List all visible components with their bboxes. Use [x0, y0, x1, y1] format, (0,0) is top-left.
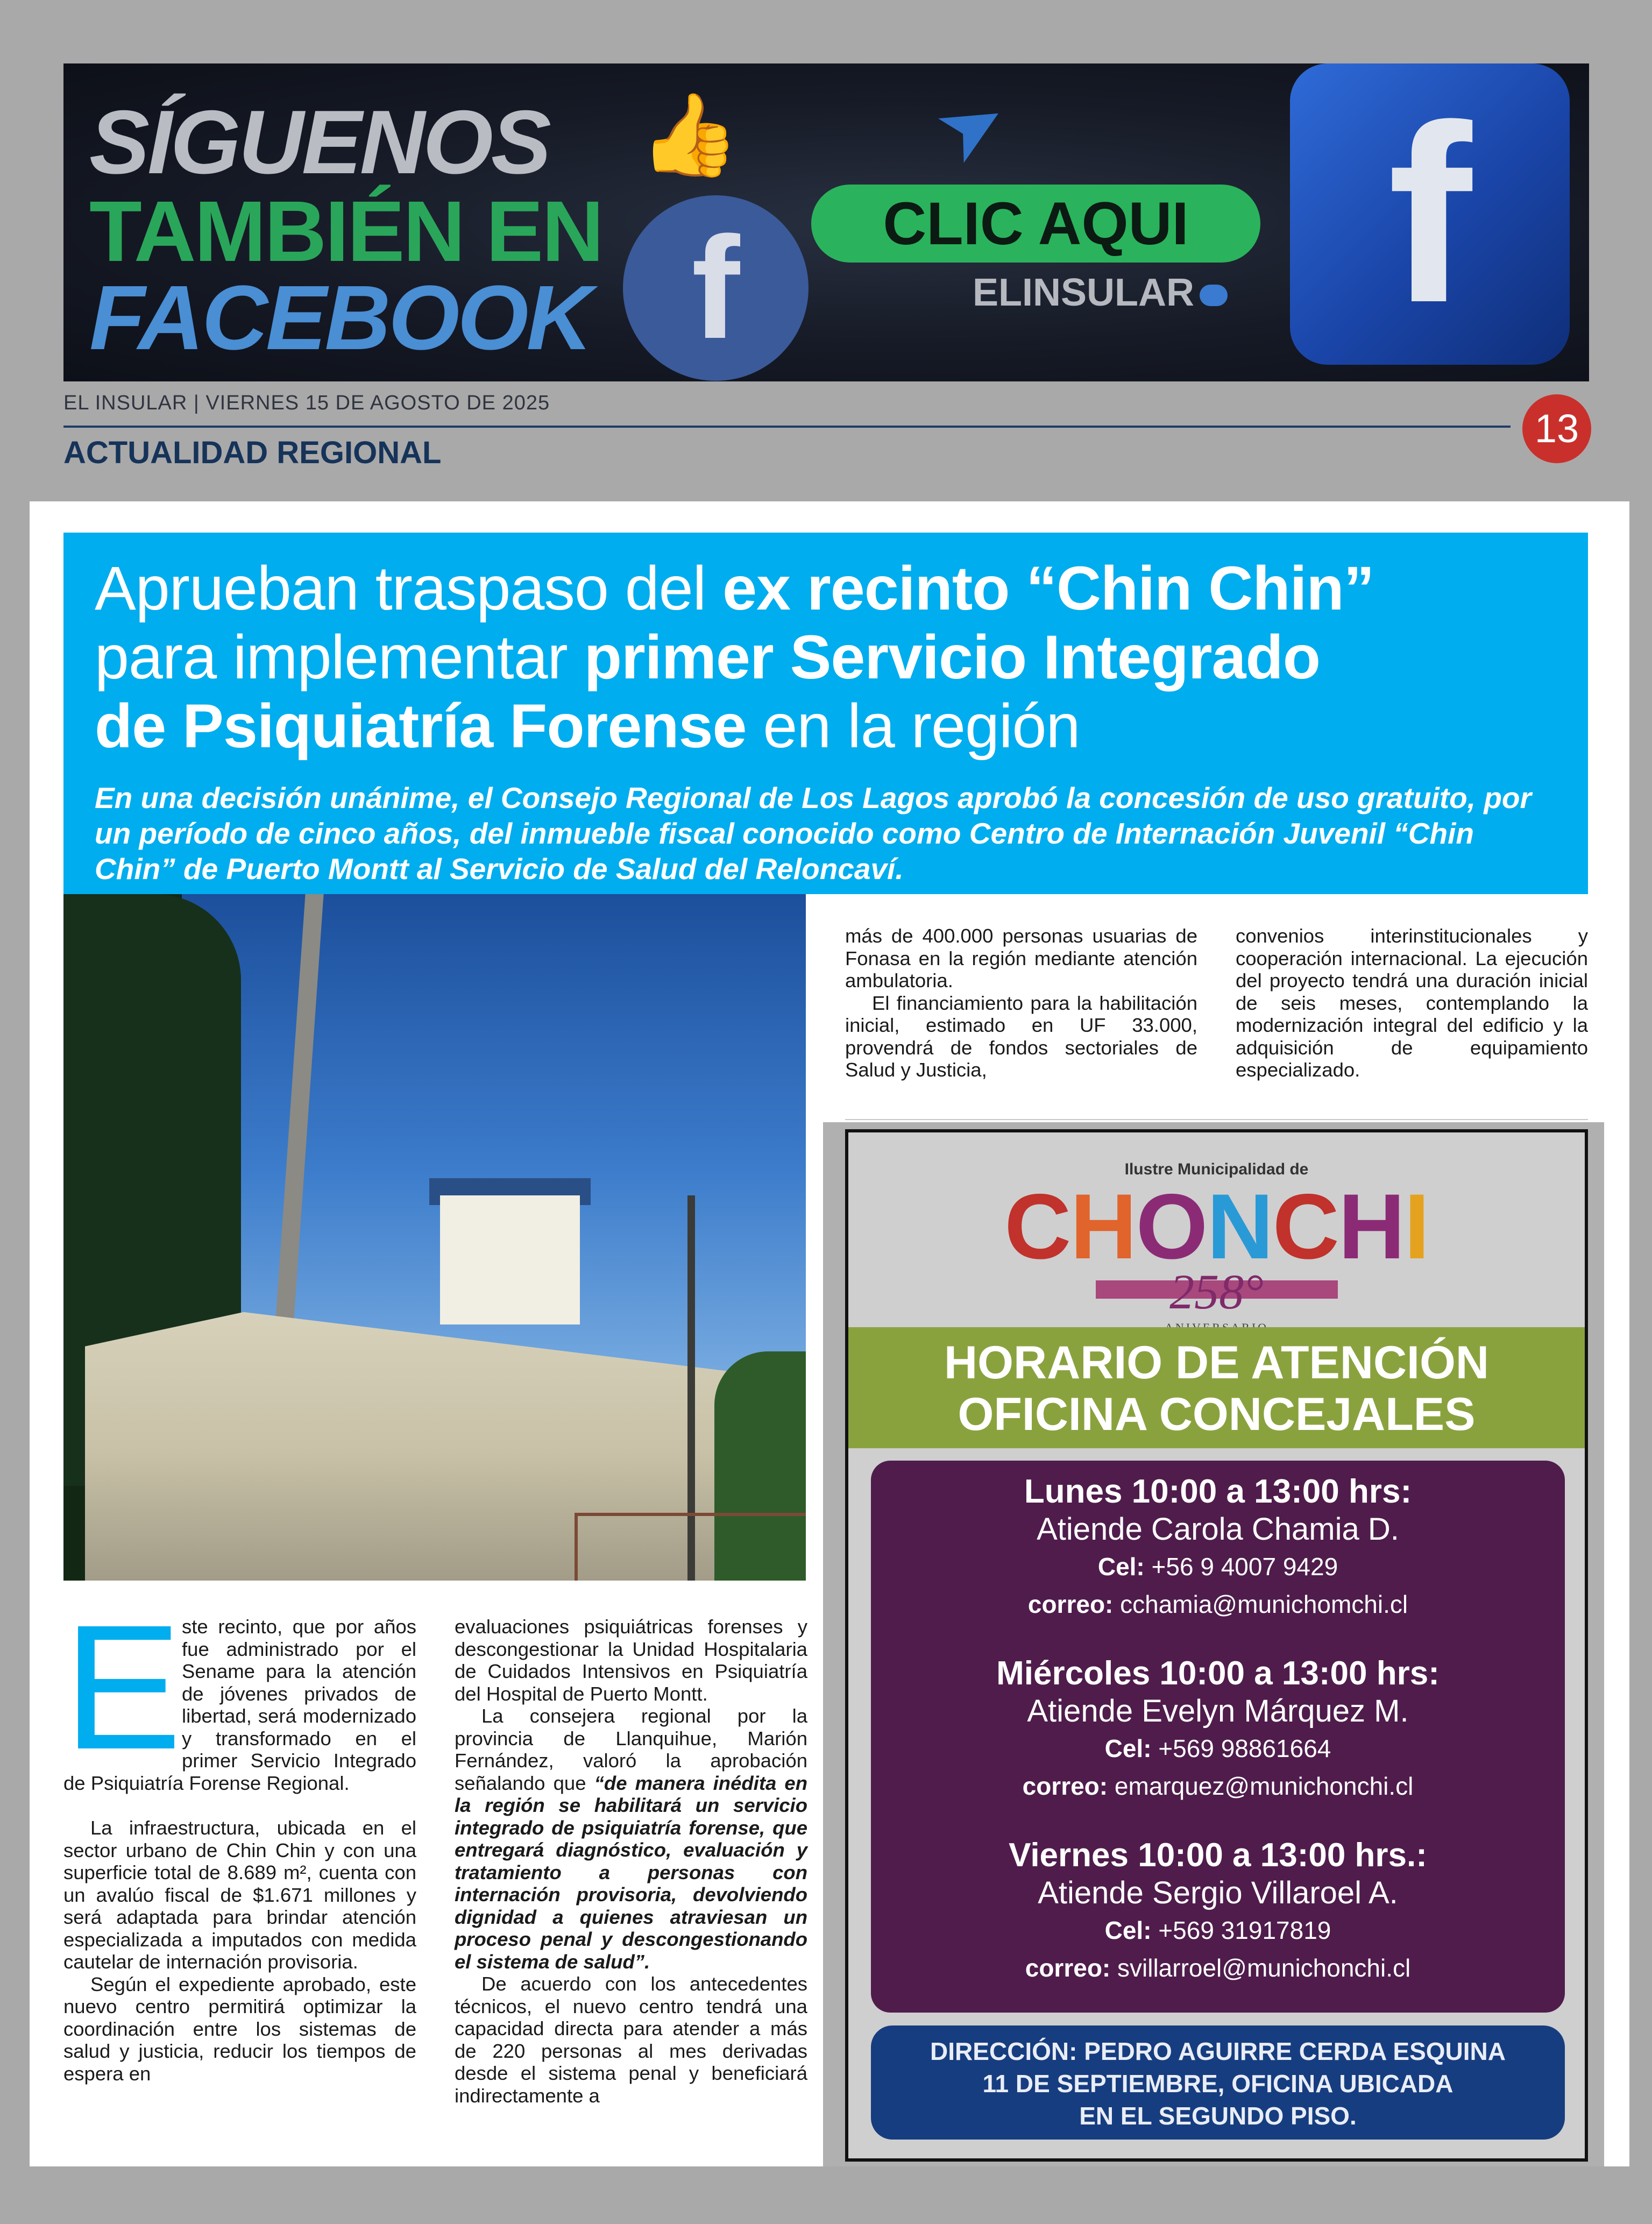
cursor-icon: ➤ — [918, 69, 1024, 184]
facebook-cube-icon — [1290, 63, 1570, 365]
address-line: EN EL SEGUNDO PISO. — [1079, 2102, 1357, 2130]
address-line: DIRECCIÓN: PEDRO AGUIRRE CERDA ESQUINA — [930, 2037, 1506, 2065]
headline-part: en la región — [746, 692, 1080, 761]
chonchi-ad — [845, 1129, 1588, 2162]
schedule-phone — [871, 1730, 1565, 1767]
headline-part: Aprueban traspaso del — [95, 554, 723, 623]
facebook-glyph: f — [691, 207, 740, 369]
paragraph: evaluaciones psiquiátricas forenses y descongestionar la Unidad Hospitalaria de Cuidados Intensivos en Psiquiatría del Hospital de Puerto Montt. — [455, 1616, 807, 1705]
brand-name: ELINSULAR — [973, 271, 1194, 314]
email-label: correo: — [1022, 1772, 1108, 1800]
header-divider — [63, 426, 1511, 428]
banner-line-facebook: FACEBOOK — [89, 267, 591, 369]
phone-value: +569 98861664 — [1151, 1734, 1331, 1762]
schedule-phone — [871, 1911, 1565, 1949]
schedule-person: Atiende Evelyn Márquez M. — [1027, 1694, 1409, 1729]
schedule-entry — [871, 1836, 1565, 1987]
headline-bold: primer Servicio Integrado — [584, 623, 1320, 692]
paragraph: Según el expediente aprobado, este nuevo centro permitirá optimizar la coordinación entre los sistemas de salud y justicia, reducir los tiempos de espera en — [63, 1973, 416, 2085]
logo-letter: H — [1070, 1175, 1136, 1278]
logo-letter: N — [1207, 1175, 1273, 1278]
ad-title-line: HORARIO DE ATENCIÓN — [944, 1337, 1489, 1389]
anniversary-number: 258° — [1169, 1264, 1264, 1319]
phone-label: Cel: — [1097, 1553, 1145, 1581]
page-number-badge — [1522, 394, 1591, 463]
address-line: 11 DE SEPTIEMBRE, OFICINA UBICADA — [982, 2070, 1454, 2098]
schedule-email — [871, 1585, 1565, 1623]
paragraph: ste recinto, que por años fue administrado por el Sename para la atención de jóvenes privados de libertad, será modernizado y transformado en el primer Servicio Integrado de Psiquiatría Forense Regional. — [63, 1616, 416, 1794]
drop-cap: E — [63, 1588, 182, 1786]
quote: “de manera inédita en la región se habilitará un servicio integrado de psiquiatría forense, que entregará diagnóstico, evaluación y tratamiento a personas con internación provisoria, devolviendo dignidad a quienes atraviesan un proceso penal y descongestionando el sistema de salud”. — [455, 1772, 808, 1973]
phone-label: Cel: — [1104, 1734, 1152, 1762]
headline — [95, 554, 1557, 761]
schedule-person: Atiende Carola Chamia D. — [1037, 1512, 1399, 1547]
section-title: ACTUALIDAD REGIONAL — [63, 435, 442, 470]
address-box — [871, 2025, 1565, 2140]
clic-aqui-button[interactable] — [811, 185, 1260, 263]
headline-bold: ex recinto “Chin Chin” — [722, 554, 1374, 623]
article-column-2 — [455, 1616, 807, 2107]
lede: En una decisión unánime, el Consejo Regional de Los Lagos aprobó la concesión de uso gratuito, por un período de cinco años, del inmueble fiscal conocido como Centro de Internación Juvenil “Chin Chin” de Puerto Montt al Servicio de Salud del Reloncaví. — [95, 781, 1532, 886]
facebook-banner[interactable] — [63, 63, 1589, 381]
schedule-person: Atiende Sergio Villaroel A. — [1038, 1875, 1398, 1910]
banner-line-follow: SÍGUENOS — [89, 91, 549, 193]
paragraph: De acuerdo con los antecedentes técnicos, el nuevo centro tendrá una capacidad directa para atender a más de 220 personas al mes derivadas desde el sistema penal y beneficiará indirectamente a — [455, 1973, 807, 2107]
article-photo — [63, 894, 806, 1581]
schedule-day: Miércoles 10:00 a 13:00 hrs: — [996, 1655, 1440, 1692]
clic-aqui-label: CLIC AQUI — [883, 190, 1189, 257]
photo-fence — [575, 1513, 806, 1581]
schedule-email — [871, 1767, 1565, 1805]
email-value: svillarroel@munichonchi.cl — [1110, 1954, 1411, 1982]
email-value: cchamia@munichomchi.cl — [1113, 1590, 1408, 1618]
email-label: correo: — [1027, 1590, 1114, 1618]
paragraph: El financiamiento para la habilitación inicial, estimado en UF 33.000, provendrá de fondos sectoriales de Salud y Justicia, — [845, 991, 1197, 1081]
schedule-box — [871, 1461, 1565, 2013]
logo-letter: I — [1404, 1175, 1429, 1278]
paragraph: La consejera regional por la provincia de Llanquihue, Marión Fernández, valoró la aprobación señalando que — [455, 1705, 807, 1794]
headline-box — [63, 533, 1588, 894]
facebook-cube-glyph: f — [1387, 73, 1472, 355]
paragraph: convenios interinstitucionales y cooperación internacional. La ejecución del proyecto tendrá una duración inicial de seis meses, contemplando la modernización integral del edificio y la adquisición de equipamiento especializado. — [1236, 925, 1588, 1081]
logo-letter: O — [1136, 1175, 1207, 1278]
chonchi-logo — [848, 1175, 1585, 1278]
schedule-entry — [871, 1654, 1565, 1805]
schedule-day: Viernes 10:00 a 13:00 hrs.: — [1009, 1837, 1427, 1874]
schedule-email — [871, 1949, 1565, 1987]
headline-bold: de Psiquiatría Forense — [95, 692, 747, 761]
logo-letter: C — [1272, 1175, 1338, 1278]
phone-value: +56 9 4007 9429 — [1144, 1553, 1338, 1581]
dateline: EL INSULAR | VIERNES 15 DE AGOSTO DE 2025 — [63, 392, 550, 414]
page-number: 13 — [1534, 406, 1579, 451]
schedule-entry — [871, 1472, 1565, 1623]
thumbs-up-icon: 👍 — [639, 88, 740, 182]
logo-letter: H — [1338, 1175, 1405, 1278]
photo-watchtower — [440, 1195, 580, 1325]
paragraph: La infraestructura, ubicada en el sector urbano de Chin Chin y con una superficie total de 8.689 m², cuenta con un avalúo fiscal de $1.671 millones y será adaptada para brindar atención especializada a imputados con medida cautelar de internación provisoria. — [63, 1817, 416, 1973]
chat-bubble-icon — [1200, 285, 1228, 306]
facebook-icon — [623, 195, 809, 381]
ad-title-band — [848, 1327, 1585, 1448]
schedule-phone — [871, 1548, 1565, 1585]
banner-line-also: TAMBIÉN EN — [89, 183, 602, 279]
email-value: emarquez@munichonchi.cl — [1108, 1772, 1414, 1800]
article-column-3 — [845, 925, 1197, 1081]
headline-part: para implementar — [95, 623, 584, 692]
article-column-1 — [63, 1588, 416, 2085]
schedule-day: Lunes 10:00 a 13:00 hrs: — [1024, 1473, 1412, 1510]
ad-municipality: Ilustre Municipalidad de — [1124, 1160, 1309, 1178]
brand-logo — [973, 271, 1228, 315]
logo-letter: C — [1004, 1175, 1070, 1278]
article-column-4 — [1236, 925, 1588, 1081]
phone-label: Cel: — [1104, 1916, 1152, 1944]
email-label: correo: — [1025, 1954, 1111, 1982]
paragraph: más de 400.000 personas usuarias de Fonasa en la región mediante atención ambulatoria. — [845, 925, 1197, 991]
column-divider — [845, 1119, 1588, 1120]
ad-title-line: OFICINA CONCEJALES — [958, 1389, 1476, 1440]
phone-value: +569 31917819 — [1151, 1916, 1331, 1944]
